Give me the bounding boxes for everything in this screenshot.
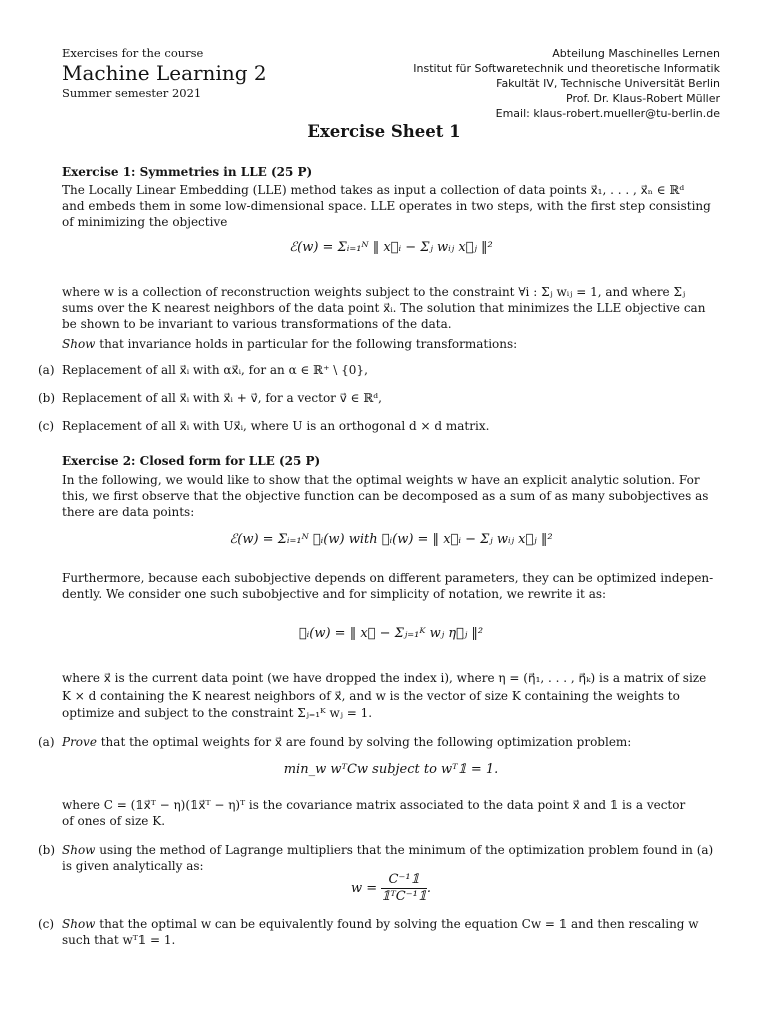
sheet-title: Exercise Sheet 1: [307, 122, 461, 141]
exercise-1-after-line-1: where w is a collection of reconstruction weights subject to the constraint ∀i : Σⱼ wᵢⱼ = 1, and where Σⱼ: [62, 285, 686, 299]
exercise-1-intro-line-2: and embeds them in some low-dimensional space. LLE operates in two steps, with the first step consisting: [62, 199, 711, 213]
exercise-2-mid-line-1: Furthermore, because each subobjective depends on different parameters, they can be optimized indepen-: [62, 571, 714, 585]
item-text: using the method of Lagrange multipliers that the minimum of the optimization problem found in (a): [95, 843, 714, 857]
exercise-2-intro-line-3: there are data points:: [62, 505, 195, 519]
item-label: (b): [38, 391, 56, 405]
covariance-definition-line-2: of ones of size K.: [62, 814, 166, 828]
semester: Summer semester 2021: [62, 86, 202, 100]
item-text: Replacement of all x⃗ᵢ with x⃗ᵢ + v⃗, for a vector v⃗ ∈ ℝᵈ,: [62, 391, 382, 405]
course-title: Machine Learning 2: [62, 61, 267, 85]
exercise-2-where-line-2: K × d containing the K nearest neighbors of x⃗, and w is the vector of size K containing the weights to: [62, 689, 680, 703]
optimization-problem-equation: min_w wᵀCw subject to wᵀ𝟙 = 1.: [283, 762, 499, 777]
item-label: (a): [38, 363, 55, 377]
item-text-line-2: such that wᵀ𝟙 = 1.: [62, 933, 176, 947]
fraction-numerator: C⁻¹𝟙: [381, 872, 427, 889]
show-text: that invariance holds in particular for the following transformations:: [95, 337, 518, 351]
item-text: that the optimal weights for x⃗ are found by solving the following optimization problem:: [96, 735, 632, 749]
prove-keyword: Prove: [62, 735, 97, 749]
show-keyword: Show: [62, 917, 96, 931]
equation-lhs: w =: [350, 881, 378, 896]
professor-line: Prof. Dr. Klaus-Robert Müller: [566, 92, 720, 105]
item-label: (b): [38, 843, 56, 857]
show-keyword: Show: [62, 843, 96, 857]
subobjective-equation: ℰᵢ(w) = ‖ x⃗ − Σⱼ₌₁ᴷ wⱼ η⃗ⱼ ‖²: [298, 626, 484, 641]
fraction-denominator: 𝟙ᵀC⁻¹𝟙: [381, 889, 427, 904]
decomposed-objective-equation: ℰ(w) = Σᵢ₌₁ᴺ ℰᵢ(w) with ℰᵢ(w) = ‖ x⃗ᵢ − Σⱼ wᵢⱼ x⃗ⱼ ‖²: [229, 532, 553, 547]
item-label: (c): [38, 419, 55, 433]
exercise-1-intro-line-3: of minimizing the objective: [62, 215, 228, 229]
exercise-1-after-line-3: be shown to be invariant to various transformations of the data.: [62, 317, 452, 331]
exercise-1-after-line-2: sums over the K nearest neighbors of the data point x⃗ᵢ. The solution that minimizes the LLE objective can: [62, 301, 706, 315]
analytic-solution-equation: [62, 872, 720, 905]
exercise-2-where-line-3: optimize and subject to the constraint Σⱼ₌₁ᴷ wⱼ = 1.: [62, 706, 373, 720]
item-label: (a): [38, 735, 55, 749]
course-header: [62, 46, 267, 100]
show-keyword: Show: [62, 337, 96, 351]
exercise-1-show-line: [62, 336, 720, 352]
exercise-1-intro-line-1: The Locally Linear Embedding (LLE) method takes as input a collection of data points x⃗₁, . . . , x⃗ₙ ∈ ℝᵈ: [62, 183, 685, 197]
item-text-line-2: is given analytically as:: [62, 859, 204, 873]
exercise-2-intro-line-2: this, we first observe that the objective function can be decomposed as a sum of as many subobjectives as: [62, 489, 709, 503]
faculty-line: Fakultät IV, Technische Universität Berlin: [496, 77, 720, 90]
course-line: Exercises for the course: [62, 46, 204, 60]
exercise-2-where-line-1: where x⃗ is the current data point (we have dropped the index i), where η = (η⃗₁, . . . , η⃗ₖ) is a matrix of size: [62, 671, 707, 685]
item-text: Replacement of all x⃗ᵢ with αx⃗ᵢ, for an α ∈ ℝ⁺ \ {0},: [62, 363, 368, 377]
exercise-1-heading: Exercise 1: Symmetries in LLE (25 P): [62, 165, 313, 179]
lle-objective-equation: ℰ(w) = Σᵢ₌₁ᴺ ‖ x⃗ᵢ − Σⱼ wᵢⱼ x⃗ⱼ ‖²: [289, 240, 493, 255]
item-text: Replacement of all x⃗ᵢ with Ux⃗ᵢ, where U is an orthogonal d × d matrix.: [62, 419, 490, 433]
item-text: that the optimal w can be equivalently found by solving the equation Cw = 𝟙 and then rescaling w: [95, 917, 699, 931]
solution-fraction: [381, 872, 427, 905]
exercise-2-intro-line-1: In the following, we would like to show that the optimal weights w have an explicit analytic solution. For: [62, 473, 700, 487]
exercise-2-mid-line-2: dently. We consider one such subobjective and for simplicity of notation, we rewrite it as:: [62, 587, 607, 601]
institute-line: Institut für Softwaretechnik und theoretische Informatik: [413, 62, 720, 75]
email-line: Email: klaus-robert.mueller@tu-berlin.de: [495, 107, 720, 120]
department-block: [413, 46, 720, 121]
department-line: Abteilung Maschinelles Lernen: [552, 47, 720, 60]
item-label: (c): [38, 917, 55, 931]
exercise-2-heading: Exercise 2: Closed form for LLE (25 P): [62, 454, 321, 468]
covariance-definition-line-1: where C = (𝟙x⃗ᵀ − η)(𝟙x⃗ᵀ − η)ᵀ is the covariance matrix associated to the data point x⃗ and 𝟙 is a vector: [62, 798, 686, 812]
equation-period: .: [426, 881, 431, 896]
